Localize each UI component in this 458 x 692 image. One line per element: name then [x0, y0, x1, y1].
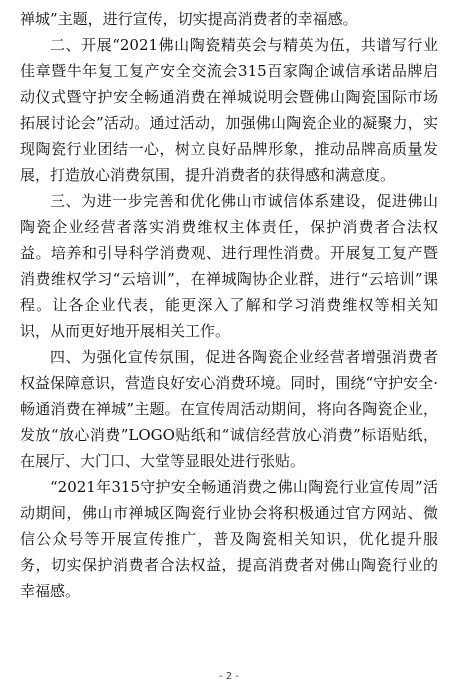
paragraph-summary: “2021年315守护安全畅通消费之佛山陶瓷行业宣传周”活动期间，佛山市禅城区陶瓷行业协会将积极通过官方网站、微信公众号等开展宣传推广，普及陶瓷相关知识，优化提升服务，切实保护消费者合法权益，提高消费者对佛山陶瓷行业的幸福感。 [20, 478, 438, 600]
paragraph-item-3: 三、为进一步完善和优化佛山市诚信体系建设，促进佛山陶瓷企业经营者落实消费维权主体责任，保护消费者合法权益。培养和引导科学消费观、进行理性消费。开展复工复产暨消费维权学习“云培训”，在禅城陶协企业群，进行“云培训”课程。让各企业代表，能更深入了解和学习消费维权等相关知识，从而更好地开展相关工作。 [20, 192, 438, 340]
paragraph-continuation: 禅城”主题，进行宣传，切实提高消费者的幸福感。 [20, 10, 358, 28]
page-number: - 2 - [219, 671, 239, 682]
document-page [20, 0, 438, 692]
paragraph-item-2: 二、开展“2021佛山陶瓷精英会与精英为伍，共谱写行业佳章暨牛年复工复产安全交流会315百家陶企诚信承诺品牌启动仪式暨守护安全畅通消费在禅城说明会暨佛山陶瓷国际市场拓展讨论会”活动。通过活动，加强佛山陶瓷企业的凝聚力，实现陶瓷行业团结一心，树立良好品牌形象，推动品牌高质量发展，打造放心消费氛围，提升消费者的获得感和满意度。 [20, 36, 438, 184]
paragraph-item-4: 四、为强化宣传氛围，促进各陶瓷企业经营者增强消费者权益保障意识，营造良好安心消费环境。同时，围绕“守护安全·畅通消费在禅城”主题。在宣传周活动期间，将向各陶瓷企业，发放“放心消费”LOGO贴纸和“诚信经营放心消费”标语贴纸，在展厅、大门口、大堂等显眼处进行张贴。 [20, 348, 438, 470]
